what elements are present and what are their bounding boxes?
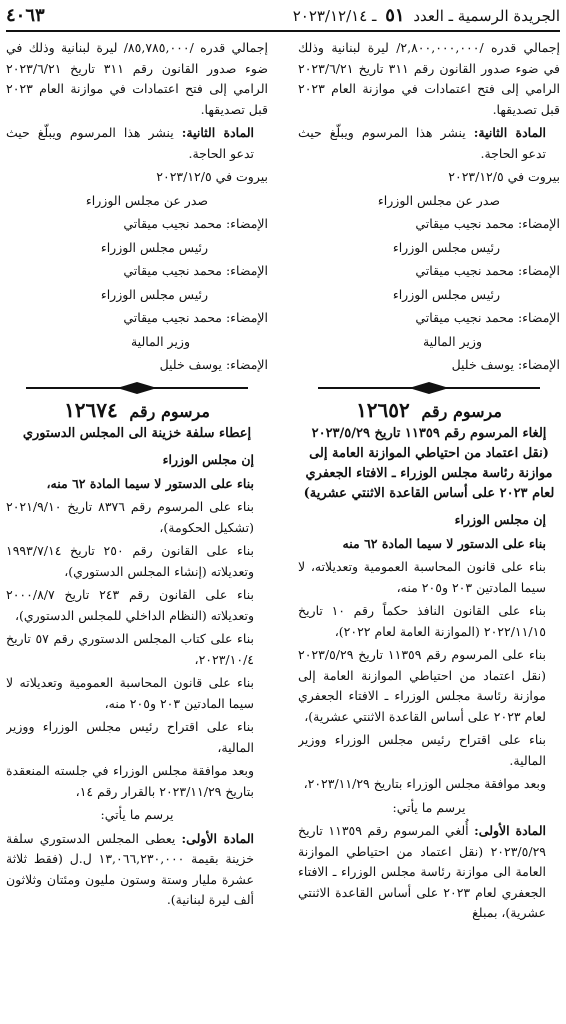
article-2-text: ينشر هذا المرسوم ويبلّغ حيث تدعو الحاجة. <box>298 125 546 161</box>
issue-info <box>293 5 560 26</box>
article-1-text: أُلغي المرسوم رقم ١١٣٥٩ تاريخ ٢٠٢٣/٥/٢٩ (نقل اعتماد من احتياطي الموازنة العامة الى موازنة رئاسة مجلس الوزراء ـ الافتاء الجعفري لعام ٢٠٢٣ على أساس القاعدة الاثنتي عشرية)، بمبلغ <box>298 823 546 920</box>
basis-clause: بناء على الدستور لا سيما المادة ٦٢ منه، <box>46 475 254 491</box>
signature-line: الإمضاء: محمد نجيب ميقاتي <box>415 216 560 231</box>
signature-line: رئيس مجلس الوزراء <box>392 286 500 302</box>
issue-date: ـ ٢٠٢٣/١٢/١٤ <box>292 6 377 25</box>
basis-clause: بناء على الدستور لا سيما المادة ٦٢ منه <box>342 535 546 551</box>
section-divider <box>6 382 268 394</box>
signature-line: رئيس مجلس الوزراء <box>100 239 208 255</box>
article-2-label: المادة الثانية: <box>181 125 254 140</box>
basis-clause: بناء على القانون النافذ حكماً رقم ١٠ تاريخ ٢٠٢٢/١١/١٥ (الموازنة العامة لعام ٢٠٢٢)، <box>298 603 546 639</box>
place-date: بيروت في ٢٠٢٣/١٢/٥ <box>156 169 268 184</box>
signature-line: الإمضاء: يوسف خليل <box>159 357 268 372</box>
article-2-text: ينشر هذا المرسوم ويبلّغ حيث تدعو الحاجة. <box>6 125 254 161</box>
decree-label: مرسوم رقم <box>421 401 502 421</box>
signature-line: الإمضاء: يوسف خليل <box>451 357 560 372</box>
basis-clause: بناء على القانون رقم ٢٥٠ تاريخ ١٩٩٣/٧/١٤ وتعديلاته (إنشاء المجلس الدستوري)، <box>6 543 254 579</box>
place-date: بيروت في ٢٠٢٣/١٢/٥ <box>448 169 560 184</box>
decrees-line: يرسم ما يأتي: <box>100 807 174 822</box>
basis-clause: بناء على قانون المحاسبة العمومية وتعديلاته، لا سيما المادتين ٢٠٣ و٢٠٥ منه، <box>298 559 546 595</box>
council-heading: إن مجلس الوزراء <box>162 452 254 467</box>
section-divider <box>298 382 560 394</box>
intro-paragraph: إجمالي قدره /٢,٨٠٠,٠٠٠,٠٠٠/ ليرة لبنانية وذلك في ضوء صدور القانون رقم ٣١١ تاريخ ٢٠٢٣/٦/٢١ الرامي إلى فتح اعتمادات في موازنة العام ٢٠٢٣ قبل تصديقها. <box>298 40 560 117</box>
basis-clause: وبعد موافقة مجلس الوزراء في جلسته المنعقدة بتاريخ ٢٠٢٣/١١/٢٩ بالقرار رقم ١٤، <box>6 763 254 799</box>
decrees-line: يرسم ما يأتي: <box>392 799 466 815</box>
article-2 <box>6 123 268 164</box>
basis-clause: بناء على اقتراح رئيس مجلس الوزراء ووزير المالية، <box>6 719 254 755</box>
article-2 <box>298 123 560 164</box>
basis-clause: بناء على المرسوم رقم ١١٣٥٩ تاريخ ٢٠٢٣/٥/٢٩ (نقل اعتماد من احتياطي الموازنة العامة إلى موازنة رئاسة مجلس الوزراء ـ الافتاء الجعفري لعام ٢٠٢٣ على أساس القاعدة الاثنتي عشرية)، <box>298 647 546 724</box>
gazette-title: الجريدة الرسمية ـ العدد <box>413 6 560 25</box>
decree-subject: إلغاء المرسوم رقم ١١٣٥٩ تاريخ ٢٠٢٣/٥/٢٩ (نقل اعتماد من احتياطي الموازنة العامة إلى موازنة رئاسة مجلس الوزراء ـ الافتاء الجعفري لعام ٢٠٢٣ على أساس القاعدة الاثنتي عشرية) <box>303 426 555 501</box>
signature-line: الإمضاء: محمد نجيب ميقاتي <box>123 216 268 231</box>
signature-line: الإمضاء: محمد نجيب ميقاتي <box>415 310 560 325</box>
signature-line: وزير المالية <box>422 333 482 349</box>
decree-title <box>6 397 268 423</box>
basis-clause: بناء على كتاب المجلس الدستوري رقم ٥٧ تاريخ ٢٠٢٣/١٠/٤، <box>6 631 254 667</box>
article-1 <box>298 821 560 924</box>
decree-subject: إعطاء سلفة خزينة الى المجلس الدستوري <box>22 426 252 441</box>
article-1-label: المادة الأولى: <box>181 830 254 846</box>
signature-line: صدر عن مجلس الوزراء <box>85 192 208 208</box>
basis-clause: بناء على اقتراح رئيس مجلس الوزراء ووزير المالية. <box>298 732 546 768</box>
article-1-label: المادة الأولى: <box>474 823 546 838</box>
basis-clause: وبعد موافقة مجلس الوزراء بتاريخ ٢٠٢٣/١١/٢٩، <box>303 776 546 791</box>
signature-line: رئيس مجلس الوزراء <box>392 239 500 255</box>
article-1-text: يعطى المجلس الدستوري سلفة خزينة بقيمة ١٣,٠٦٦,٢٣٠,٠٠٠ ل.ل (فقط ثلاثة عشرة مليار وستة وستون مليون ومئتان وثلاثون ألف ليرة لبنانية). <box>6 830 255 907</box>
article-2-label: المادة الثانية: <box>473 125 546 140</box>
basis-clause: بناء على القانون رقم ٢٤٣ تاريخ ٢٠٠٠/٨/٧ وتعديلاته (النظام الداخلي للمجلس الدستوري)، <box>6 587 254 623</box>
signature-line: الإمضاء: محمد نجيب ميقاتي <box>123 263 268 278</box>
decree-number: ١٢٦٥٢ <box>356 397 410 422</box>
intro-paragraph: إجمالي قدره /٨٥,٧٨٥,٠٠٠/ ليرة لبنانية وذلك في ضوء صدور القانون رقم ٣١١ تاريخ ٢٠٢٣/٦/٢١ الرامي إلى فتح اعتمادات في موازنة العام ٢٠٢٣ قبل تصديقها. <box>6 40 268 117</box>
council-heading: إن مجلس الوزراء <box>454 512 546 527</box>
signature-line: وزير المالية <box>130 333 190 349</box>
basis-clause: بناء على قانون المحاسبة العمومية وتعديلاته لا سيما المادتين ٢٠٣ و٢٠٥ منه، <box>6 675 254 711</box>
decree-number: ١٢٦٧٤ <box>64 397 118 422</box>
issue-number: ٥١ <box>385 4 405 26</box>
right-column <box>298 38 560 1018</box>
signature-line: رئيس مجلس الوزراء <box>100 286 208 302</box>
article-1 <box>6 829 268 911</box>
left-column <box>6 38 268 1018</box>
basis-clause: بناء على المرسوم رقم ٨٣٧٦ تاريخ ٢٠٢١/٩/١٠ (تشكيل الحكومة)، <box>6 499 254 535</box>
decree-label: مرسوم رقم <box>129 401 210 421</box>
decree-title <box>298 397 560 423</box>
signature-line: صدر عن مجلس الوزراء <box>377 192 500 208</box>
page-header <box>6 0 560 32</box>
signature-line: الإمضاء: محمد نجيب ميقاتي <box>123 310 268 325</box>
page-number: ٤٠٦٣ <box>6 4 45 26</box>
signature-line: الإمضاء: محمد نجيب ميقاتي <box>415 263 560 278</box>
